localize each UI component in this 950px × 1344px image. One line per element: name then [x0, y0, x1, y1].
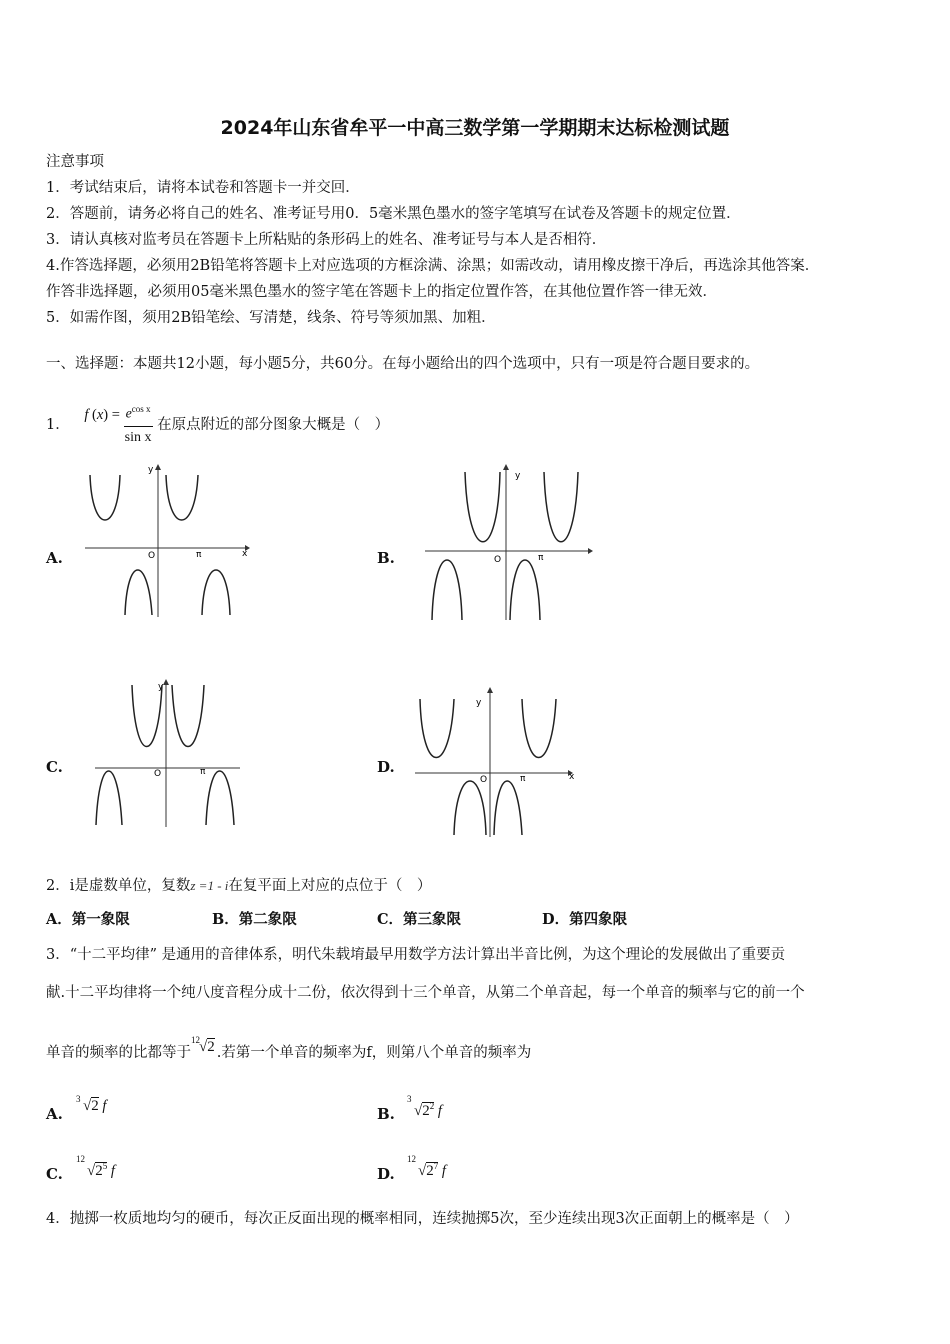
denominator: sin x: [124, 429, 152, 445]
axis-label-y: y: [476, 698, 482, 708]
notice-item: 4.作答选择题，必须用2B铅笔将答题卡上对应选项的方框涂满、涂黑；如需改动，请用橡皮擦干净后，再选涂其他答案．: [46, 258, 820, 274]
numerator-base: e: [125, 406, 132, 422]
question-3-line2: 献.十二平均律将一个纯八度音程分成十二份，依次得到十三个单音，从第二个单音起，每一个单音的频率与它的前一个: [46, 985, 805, 1001]
question-3-line1: 3．“十二平均律” 是通用的音律体系，明代朱载堉最早用数学方法计算出半音比例，为这个理论的发展做出了重要贡: [46, 947, 786, 963]
question-text: 2．i是虚数单位，复数: [46, 878, 191, 894]
q3-option-c-formula: 12 $√2^5$ f: [78, 1156, 115, 1181]
option-c-label: C.: [46, 758, 63, 776]
pi-label: π: [538, 553, 544, 563]
pi-label: π: [196, 550, 202, 560]
graph-option-c: [90, 675, 250, 830]
axis-label-y: y: [158, 682, 164, 692]
numerator-exponent: cos x: [131, 404, 151, 414]
axis-label-x: x: [242, 549, 248, 559]
graph-option-d: [410, 685, 580, 840]
root-radicand: 2: [207, 1039, 215, 1055]
question-4: 4．抛掷一枚质地均匀的硬币，每次正反面出现的概率相同，连续抛掷5次，至少连续出现3次正面朝上的概率是（ ）: [46, 1211, 799, 1227]
notice-heading: 注意事项: [46, 154, 104, 170]
root-12-of-2: 12 √2: [193, 1037, 215, 1057]
q3-option-b-label: B.: [377, 1105, 395, 1123]
origin-label: O: [494, 555, 502, 565]
question-text: 单音的频率的比都等于: [46, 1045, 191, 1061]
formula-f: f (x) =: [84, 407, 120, 424]
root-index: 3: [76, 1094, 81, 1104]
root-radicand: 2: [91, 1098, 99, 1114]
page-title: 2024年山东省牟平一中高三数学第一学期期末达标检测试题: [220, 117, 730, 139]
root-index: 12: [191, 1035, 200, 1045]
root-radicand: 2: [426, 1163, 434, 1179]
axis-label-y: y: [515, 471, 521, 481]
root-index: 12: [76, 1154, 85, 1164]
q2-option-a: A．第一象限: [46, 911, 130, 928]
formula-function-name: f: [84, 407, 89, 424]
formula-variable: x: [96, 407, 104, 424]
radicand-exponent: 5: [102, 1161, 108, 1171]
graph-option-a: [80, 460, 260, 620]
radicand-exponent: 7: [433, 1161, 439, 1171]
question-number: 1．: [46, 417, 70, 434]
question-text: 在复平面上对应的点位于（ ）: [228, 878, 432, 894]
radicand-exponent: 2: [429, 1101, 435, 1111]
q2-option-c: C．第三象限: [377, 911, 462, 928]
axis-label-y: y: [148, 465, 154, 475]
q3-option-d-label: D.: [377, 1165, 395, 1183]
notice-item: 2．答题前，请务必将自己的姓名、准考证号用0．5毫米黑色墨水的签字笔填写在试卷及答题卡的规定位置．: [46, 206, 741, 222]
option-d-label: D.: [377, 758, 395, 776]
root-radicand: 2: [422, 1103, 430, 1119]
q3-option-c-label: C.: [46, 1165, 63, 1183]
q3-option-a-formula: 3 √2 f: [78, 1096, 106, 1116]
frequency-f: f: [110, 1163, 115, 1179]
question-1: [46, 392, 389, 443]
notice-item: 3．请认真核对监考员在答题卡上所粘贴的条形码上的姓名、准考证号与本人是否相符．: [46, 232, 607, 248]
frequency-f: f: [437, 1103, 442, 1119]
q2-option-b: B．第二象限: [212, 911, 297, 928]
formula-z: z =1 - i: [190, 878, 229, 893]
formula-fraction: [124, 398, 153, 449]
question-3-line3: [46, 1035, 532, 1063]
root-radicand: 2: [95, 1163, 103, 1179]
q2-option-d: D．第四象限: [542, 911, 628, 928]
pi-label: π: [520, 774, 526, 784]
section-heading: 一、选择题：本题共12小题，每小题5分，共60分。在每小题给出的四个选项中，只有一项是符合题目要求的。: [46, 356, 760, 372]
notice-item: 5．如需作图，须用2B铅笔绘、写清楚，线条、符号等须加黑、加粗．: [46, 310, 496, 326]
graph-option-b: [420, 460, 600, 625]
formula-equals: =: [111, 407, 120, 424]
q3-option-a-label: A.: [46, 1105, 63, 1123]
option-a-label: A.: [46, 549, 63, 567]
notice-item: 1．考试结束后，请将本试卷和答题卡一并交回．: [46, 180, 360, 196]
frequency-f: f: [102, 1098, 107, 1114]
root-index: 3: [407, 1094, 412, 1104]
origin-label: O: [148, 551, 156, 561]
q3-option-d-formula: 12 $√2^7$ f: [409, 1156, 446, 1181]
question-text: 在原点附近的部分图象大概是（ ）: [157, 417, 390, 434]
root-index: 12: [407, 1154, 416, 1164]
frequency-f: f: [441, 1163, 446, 1179]
notice-item: 作答非选择题，必须用05毫米黑色墨水的签字笔在答题卡上的指定位置作答，在其他位置作答一律无效．: [46, 284, 717, 300]
pi-label: π: [200, 767, 206, 777]
origin-label: O: [154, 769, 162, 779]
q3-option-b-formula: 3 $√2^2$ f: [409, 1096, 442, 1121]
question-text: .若第一个单音的频率为f，则第八个单音的频率为: [216, 1045, 532, 1061]
option-b-label: B.: [377, 549, 395, 567]
origin-label: O: [480, 775, 488, 785]
axis-label-x: x: [569, 772, 575, 782]
question-2: [46, 876, 431, 896]
